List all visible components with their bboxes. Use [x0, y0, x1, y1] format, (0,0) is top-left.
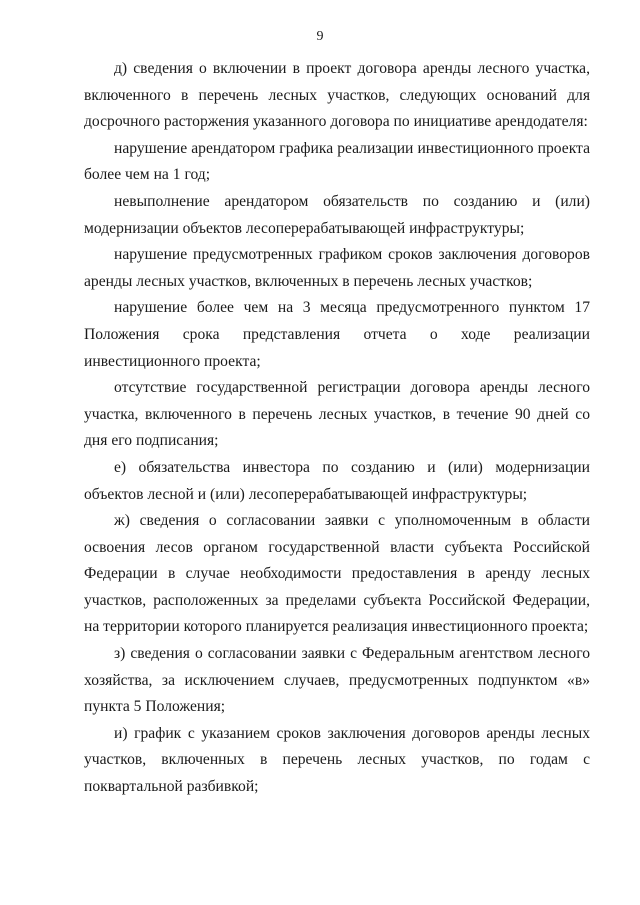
paragraph-zh-regional-approval: ж) сведения о согласовании заявки с уполномоченным в области освоения лесов органом государственной власти субъекта Российской Федерации в случае необходимости предоставления в аренду лесных участков, расположенных за пределами субъекта Российской Федерации, на территории которого планируется реализация инвестиционного проекта; — [84, 512, 590, 636]
paragraph-obligation-failure: невыполнение арендатором обязательств по созданию и (или) модернизации объектов лесоперерабатывающей инфраструктуры; — [84, 192, 590, 237]
paragraph-d-info-termination: д) сведения о включении в проект договора аренды лесного участка, включенного в перечень лесных участков, следующих оснований для досрочного расторжения указанного договора по инициативе арендодателя: — [84, 60, 590, 131]
paragraph-schedule-violation: нарушение арендатором графика реализации инвестиционного проекта более чем на 1 год; — [84, 139, 590, 184]
paragraph-z-federal-approval: з) сведения о согласовании заявки с Федеральным агентством лесного хозяйства, за исключением случаев, предусмотренных подпунктом «в» пункта 5 Положения; — [84, 645, 590, 716]
paragraph-i-contract-schedule: и) график с указанием сроков заключения договоров аренды лесных участков, включенных в перечень лесных участков, по годам с поквартальной разбивкой; — [84, 724, 590, 796]
paragraph-report-delay: нарушение более чем на 3 месяца предусмотренного пунктом 17 Положения срока представления отчета о ходе реализации инвестиционного проекта; — [84, 299, 590, 370]
paragraph-registration-absence: отсутствие государственной регистрации договора аренды лесного участка, включенного в перечень лесных участков, в течение 90 дней со дня его подписания; — [84, 379, 590, 450]
paragraph-e-investor-obligations: е) обязательства инвестора по созданию и (или) модернизации объектов лесной и (или) лесоперерабатывающей инфраструктуры; — [84, 458, 590, 503]
document-body — [84, 56, 590, 801]
page-number: 9 — [316, 29, 324, 44]
paragraph-contract-deadlines: нарушение предусмотренных графиком сроков заключения договоров аренды лесных участков, включенных в перечень лесных участков; — [84, 246, 590, 290]
